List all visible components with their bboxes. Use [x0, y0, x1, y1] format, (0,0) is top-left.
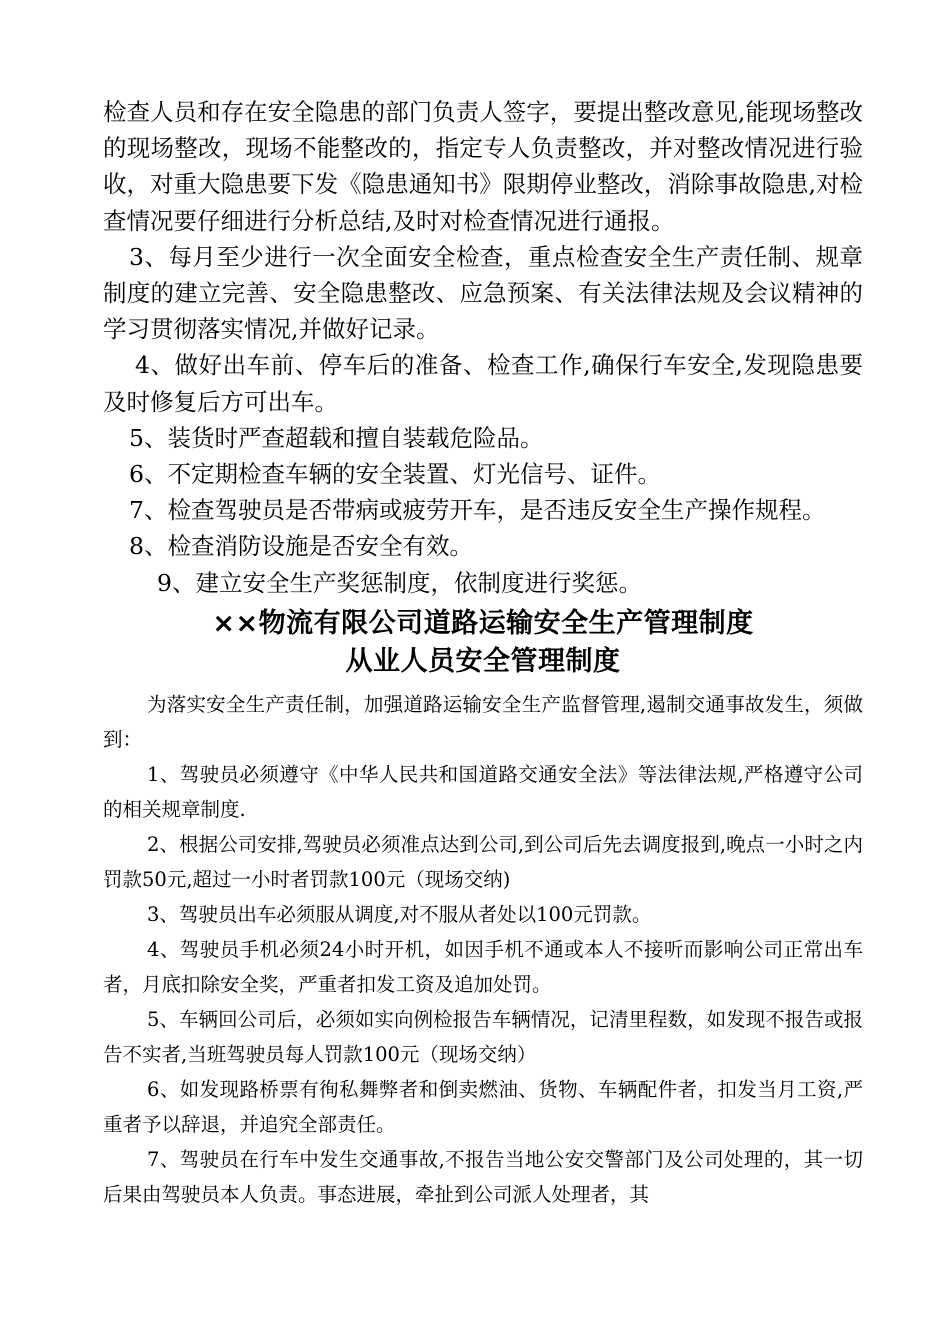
- sub-title: 从业人员安全管理制度: [345, 645, 621, 677]
- paragraph-intro: 为落实安全生产责任制，加强道路运输安全生产监督管理,遏制交通事故发生，须做到：: [103, 692, 863, 751]
- paragraph-inspection-signoff: 检查人员和存在安全隐患的部门负责人签字，要提出整改意见,能现场整改的现场整改，现场不能整改的，指定专人负责整改，并对整改情况进行验收，对重大隐患要下发《隐患通知书》限期停业整改，消除事故隐患,对检查情况要仔细进行分析总结,及时对检查情况进行通报。: [103, 98, 863, 235]
- document-page: [103, 94, 863, 1212]
- paragraph-rule-7: 7、驾驶员在行车中发生交通事故,不报告当地公安交警部门及公司处理的，其一切后果由驾驶员本人负责。事态进展，牵扯到公司派人处理者，其: [103, 1147, 863, 1206]
- paragraph-rule-5: 5、车辆回公司后，必须如实向例检报告车辆情况，记清里程数，如发现不报告或报告不实者,当班驾驶员每人罚款100元（现场交纳）: [103, 1007, 863, 1066]
- paragraph-item-6: 6、不定期检查车辆的安全装置、灯光信号、证件。: [129, 460, 661, 489]
- paragraph-item-5: 5、装货时严查超载和擅自装载危险品。: [129, 423, 544, 452]
- paragraph-item-7: 7、检查驾驶员是否带病或疲劳开车，是否违反安全生产操作规程。: [129, 496, 826, 525]
- paragraph-rule-6: 6、如发现路桥票有徇私舞弊者和倒卖燃油、货物、车辆配件者，扣发当月工资,严重者予以辞退，并追究全部责任。: [103, 1077, 863, 1136]
- paragraph-item-9: 9、建立安全生产奖惩制度，依制度进行奖惩。: [157, 568, 642, 597]
- paragraph-rule-3: 3、驾驶员出车必须服从调度,对不服从者处以100元罚款。: [147, 902, 652, 926]
- paragraph-rule-2: 2、根据公司安排,驾驶员必须准点达到公司,到公司后先去调度报到,晚点一小时之内罚款50元,超过一小时者罚款100元（现场交纳): [103, 832, 863, 891]
- paragraph-rule-1: 1、驾驶员必须遵守《中华人民共和国道路交通安全法》等法律法规,严格遵守公司的相关规章制度.: [103, 762, 863, 821]
- main-title: ××物流有限公司道路运输安全生产管理制度: [212, 607, 754, 639]
- paragraph-item-3: 3、每月至少进行一次全面安全检查，重点检查安全生产责任制、规章制度的建立完善、安全隐患整改、应急预案、有关法律法规及会议精神的学习贯彻落实情况,并做好记录。: [103, 242, 863, 344]
- paragraph-rule-4: 4、驾驶员手机必须24小时开机，如因手机不通或本人不接听而影响公司正常出车者，月底扣除安全奖，严重者扣发工资及追加处罚。: [103, 937, 863, 996]
- paragraph-item-8: 8、检查消防设施是否安全有效。: [129, 532, 473, 561]
- paragraph-item-4: 4、做好出车前、停车后的准备、检查工作,确保行车安全,发现隐患要及时修复后方可出车。: [103, 351, 863, 416]
